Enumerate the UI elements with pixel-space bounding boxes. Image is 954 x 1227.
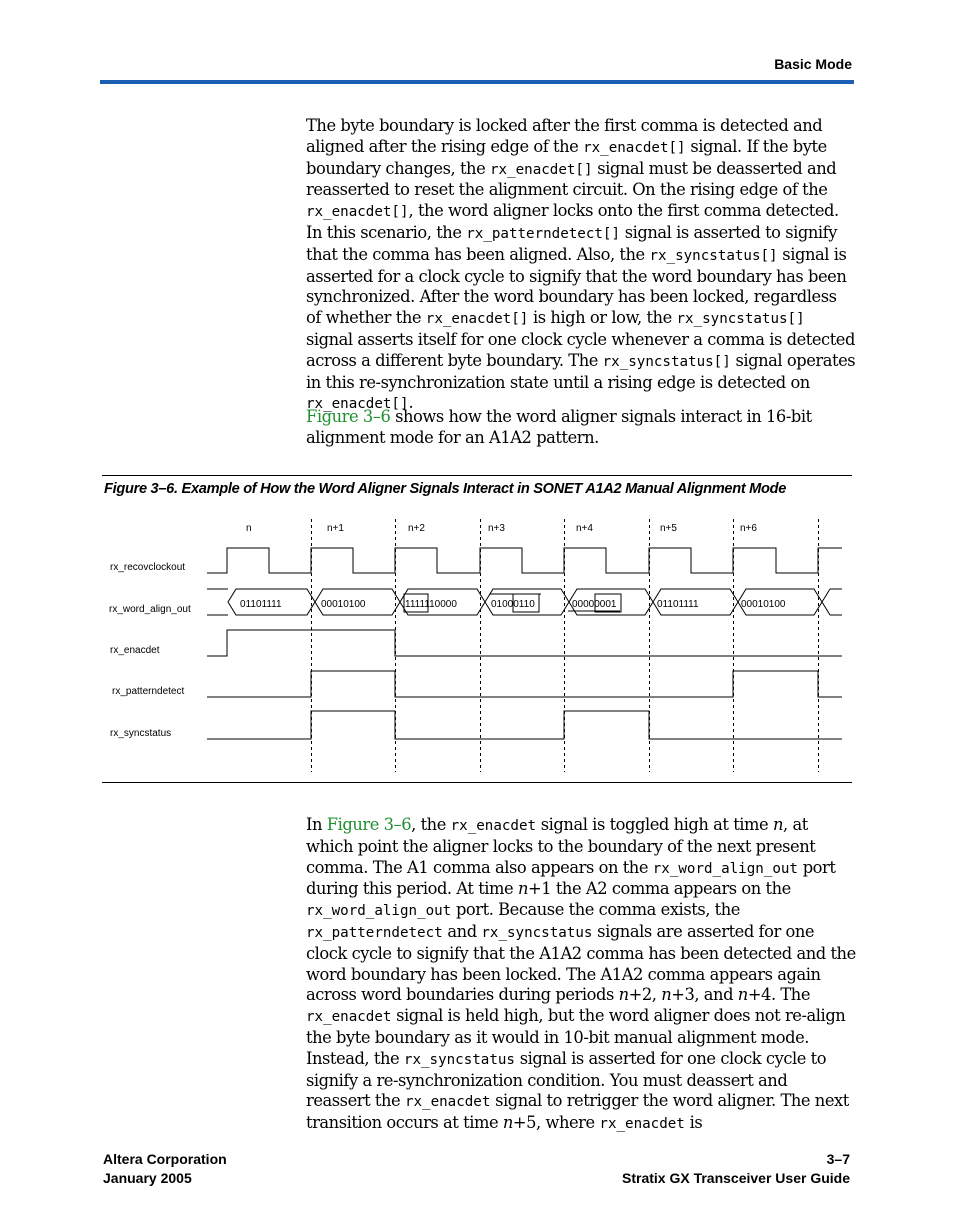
signal-name: rx_patterndetect xyxy=(112,686,185,697)
time-label: n+4 xyxy=(576,523,593,534)
word-value: 01000110 xyxy=(491,599,535,610)
signal-name: rx_word_align_out xyxy=(109,604,191,615)
time-label: n xyxy=(246,523,252,534)
time-label: n+3 xyxy=(488,523,505,534)
rx-enacdet-waveform xyxy=(207,630,842,656)
signal-name: rx_recovclockout xyxy=(110,562,186,573)
word-value: 00010100 xyxy=(741,599,786,610)
figure-bottom-rule xyxy=(102,782,852,783)
rx-patterndetect-waveform xyxy=(207,671,842,697)
word-value: 1111110000 xyxy=(405,599,457,610)
rx-recovclockout-waveform xyxy=(207,548,842,573)
footer-company: Altera Corporation xyxy=(103,1151,227,1167)
running-header: Basic Mode xyxy=(774,56,852,72)
time-label: n+5 xyxy=(660,523,677,534)
time-label: n+1 xyxy=(327,523,344,534)
paragraph-byte-boundary: The byte boundary is locked after the first comma is detected and aligned after the rising edge of the rx_enacdet[] signal. If the byte boundary changes, the rx_enacdet[] signal must be deasserted and reasserted to reset the alignment circuit. On the rising edge of the rx_enacdet[], the word aligner locks onto the first comma detected. In this scenario, the rx_patterndetect[] signal is asserted to signify that the comma has been aligned. Also, the rx_syncstatus[] signal is asserted for a clock cycle to signify that the word boundary has been synchronized. After the word boundary has been locked, regardless of whether the rx_enacdet[] is high or low, the rx_syncstatus[] signal asserts itself for one clock cycle whenever a comma is detected across a different byte boundary. The rx_syncstatus[] signal operates in this re-synchronization state until a rising edge is detected on rx_enacdet[]. xyxy=(306,116,856,413)
paragraph-figure-explanation: In Figure 3–6, the rx_enacdet signal is toggled high at time n, at which point the aligner locks to the boundary of the next present comma. The A1 comma also appears on the rx_word_align_out port during this period. At time n+1 the A2 comma appears on the rx_word_align_out port. Because the comma exists, the rx_patterndetect and rx_syncstatus signals are asserted for one clock cycle to signify that the A1A2 comma has been detected and the word boundary has been locked. The A1A2 comma appears again across word boundaries during periods n+2, n+3, and n+4. The rx_enacdet signal is held high, but the word aligner does not re-align the byte boundary as it would in 10-bit manual alignment mode. Instead, the rx_syncstatus signal is asserted for one clock cycle to signify a re-synchronization condition. You must deassert and reassert the rx_enacdet signal to retrigger the word aligner. The next transition occurs at time n+5, where rx_enacdet is xyxy=(306,815,856,1133)
paragraph-figure-intro: Figure 3–6 shows how the word aligner signals interact in 16-bit alignment mode for an A1A2 pattern. xyxy=(306,407,812,447)
figure-link[interactable]: Figure 3–6 xyxy=(326,815,412,834)
signal-name: rx_enacdet xyxy=(110,645,160,656)
page-number: 3–7 xyxy=(826,1151,850,1167)
word-value: 01101111 xyxy=(657,599,699,610)
signal-name: rx_syncstatus xyxy=(110,728,172,739)
time-label: n+2 xyxy=(408,523,425,534)
time-gridlines xyxy=(312,519,819,772)
footer-guide-title: Stratix GX Transceiver User Guide xyxy=(622,1170,850,1186)
word-value: 00010100 xyxy=(321,599,366,610)
footer-left xyxy=(103,1150,227,1188)
footer-date: January 2005 xyxy=(103,1170,192,1186)
word-value: 00000001 xyxy=(572,599,617,610)
figure-caption: Figure 3–6. Example of How the Word Aligner Signals Interact in SONET A1A2 Manual Alignment Mode xyxy=(104,481,787,497)
footer-right xyxy=(622,1150,850,1188)
word-value: 01101111 xyxy=(240,599,282,610)
figure-link[interactable]: Figure 3–6 xyxy=(306,407,391,426)
time-label: n+6 xyxy=(740,523,757,534)
rx-syncstatus-waveform xyxy=(207,711,842,739)
